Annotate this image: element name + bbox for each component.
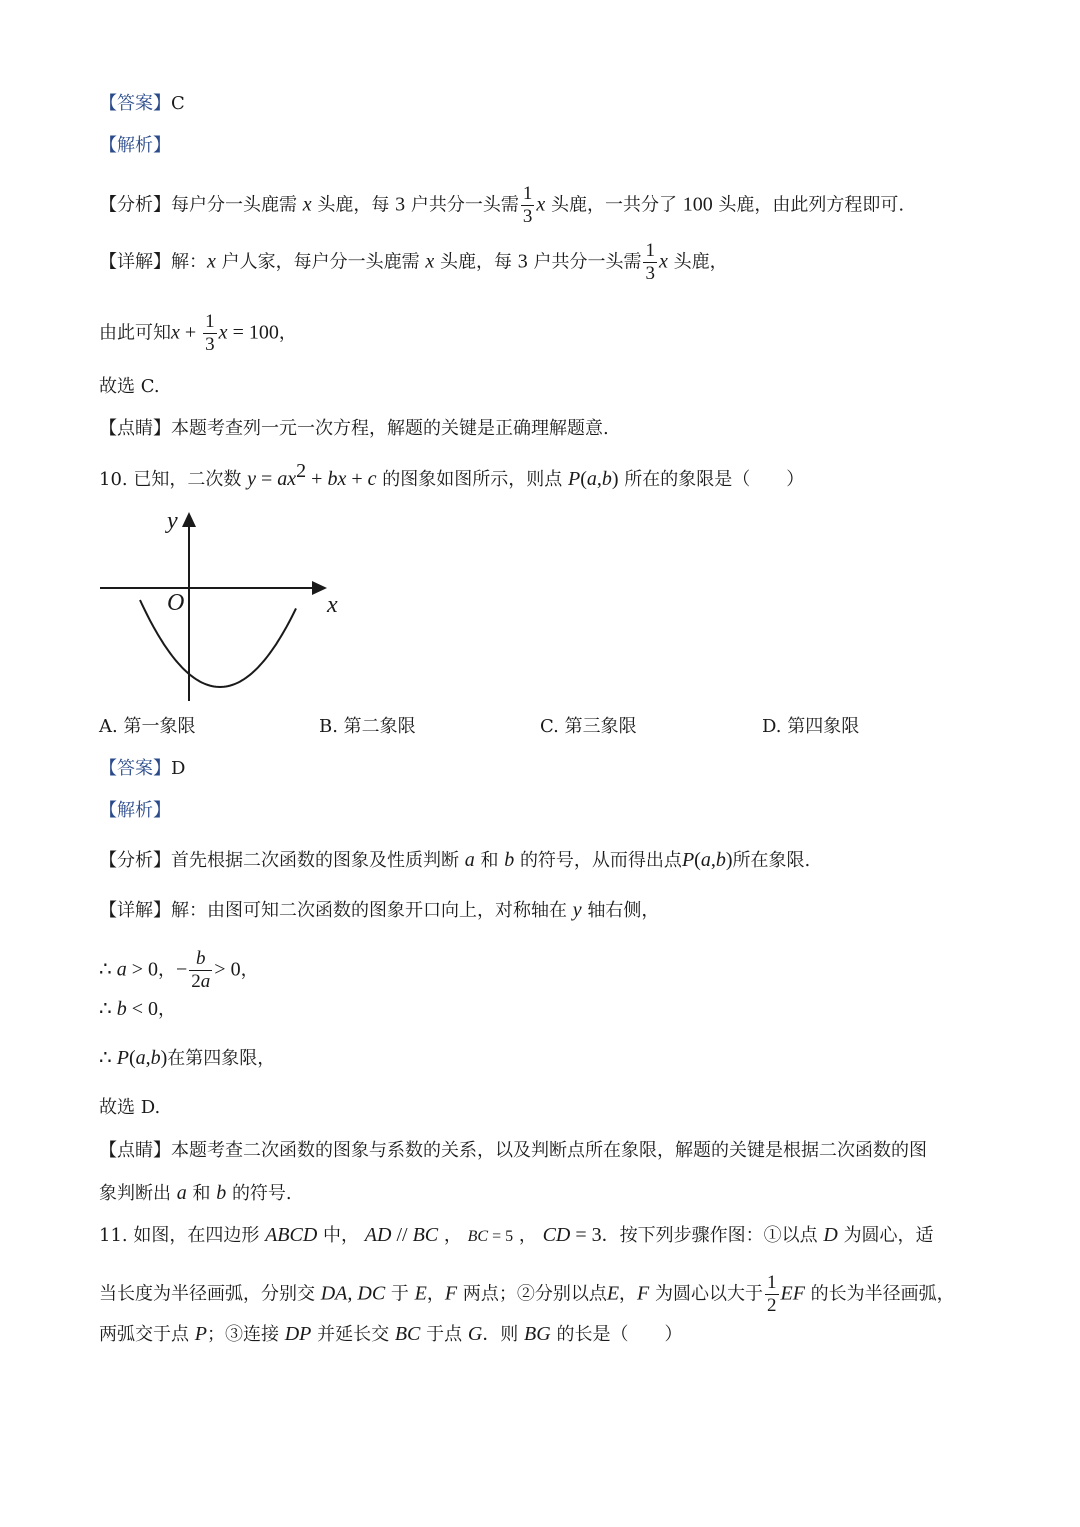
option-a: A. 第一象限 xyxy=(99,716,196,737)
q10-detail-line: 【详解】解：由图可知二次函数的图象开口向上，对称轴在 y 轴右侧， xyxy=(99,899,660,921)
fraction-one-third: $\frac{1}{3}$ xyxy=(205,311,215,355)
fraction-b-over-2a: $\frac{b}{2a}$ xyxy=(191,948,211,992)
answer-value: D xyxy=(171,758,186,779)
dianjing-tag: 【点睛】 xyxy=(99,1140,171,1161)
analysis-tag: 【分析】 xyxy=(99,194,171,216)
q10-answer-line xyxy=(99,757,185,781)
q10-step3: ∴ P(a,b)在第四象限， xyxy=(99,1047,276,1069)
answer-tag: 【答案】 xyxy=(99,93,171,114)
y-axis-label: y xyxy=(167,508,178,534)
fraction-one-third: $\frac{1}{3}$ xyxy=(522,183,533,227)
q9-analysis-line: 【分析】每户分一头鹿需 x 头鹿，每 3 户共分一头需 $\frac{1}{3}$ x 头鹿，一共分了 100 头鹿，由此列方程即可. xyxy=(99,183,905,227)
q10-step2: ∴ b < 0， xyxy=(99,998,177,1020)
q9-dianjing-line: 【点睛】本题考查列一元一次方程，解题的关键是正确理解题意. xyxy=(99,418,609,439)
q10-step1: ∴ a > 0，− $\frac{b}{2a}$ > 0， xyxy=(99,948,259,992)
jiexi-tag: 【解析】 xyxy=(99,135,171,156)
q11-line3: 两弧交于点 P；③连接 DP 并延长交 BC 于点 G．则 BG 的长是（ ） xyxy=(99,1323,683,1345)
analysis-tag: 【分析】 xyxy=(99,850,171,871)
q10-dianjing-line1: 【点睛】本题考查二次函数的图象与系数的关系，以及判断点所在象限，解题的关键是根据二次函数的图 xyxy=(99,1140,927,1161)
q10-analysis-line: 【分析】首先根据二次函数的图象及性质判断 a 和 b 的符号，从而得出点P(a,b)所在象限. xyxy=(99,849,811,871)
q9-answer-line xyxy=(99,92,185,116)
parabola-graph xyxy=(98,505,343,705)
q9-detail-line: 【详解】解：x 户人家，每户分一头鹿需 x 头鹿，每 3 户共分一头需 $\frac{1}{3}$ x 头鹿， xyxy=(99,240,728,284)
parabola-curve xyxy=(140,600,296,687)
detail-tag: 【详解】 xyxy=(99,900,171,921)
q11-line1: 11. 如图，在四边形 ABCD 中， AD // BC ， BC = 5 ， CD = 3．按下列步骤作图：①以点 D 为圆心，适 xyxy=(99,1224,934,1246)
option-b: B. 第二象限 xyxy=(319,716,416,737)
q9-conclusion: 故选 C. xyxy=(99,376,160,397)
detail-tag: 【详解】 xyxy=(99,251,171,273)
x-axis-arrow xyxy=(312,581,327,595)
option-d: D. 第四象限 xyxy=(762,716,860,737)
q10-stem: 10. 已知，二次数 $y = ax^2$ + bx + c 的图象如图所示，则点 P(a,b) 所在的象限是（ ） xyxy=(99,460,805,490)
x-axis-label: x xyxy=(327,592,338,618)
q10-conclusion: 故选 D. xyxy=(99,1097,161,1118)
origin-label: O xyxy=(167,590,185,616)
answer-tag: 【答案】 xyxy=(99,758,171,779)
q9-equation-line: 由此可知x + $\frac{1}{3}$ x = 100， xyxy=(99,311,297,355)
fraction-one-third: $\frac{1}{3}$ xyxy=(645,240,655,284)
y-axis-arrow xyxy=(182,512,196,527)
q10-jiexi-line xyxy=(99,799,171,823)
q11-line2: 当长度为半径画弧，分别交 DA, DC 于 E，F 两点；②分别以点E，F 为圆心以大于 $\frac{1}{2}$ EF 的长为半径画弧， xyxy=(99,1272,955,1316)
jiexi-tag: 【解析】 xyxy=(99,800,171,821)
fraction-one-half: $\frac{1}{2}$ xyxy=(767,1272,777,1316)
option-c: C. 第三象限 xyxy=(540,716,637,737)
q9-jiexi-line xyxy=(99,134,171,158)
q10-dianjing-line2: 象判断出 a 和 b 的符号. xyxy=(99,1182,292,1204)
dianjing-tag: 【点睛】 xyxy=(99,418,171,439)
answer-value: C xyxy=(171,93,185,114)
